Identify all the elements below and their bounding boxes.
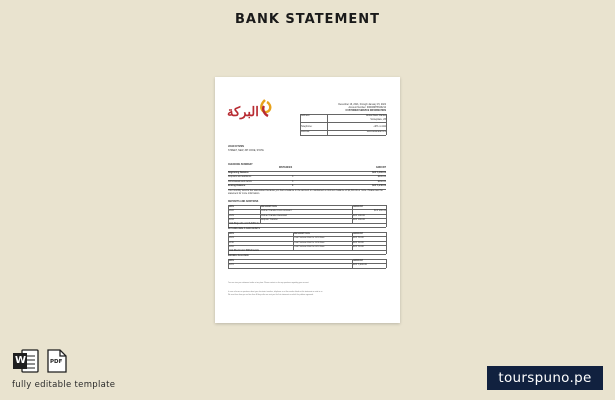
withdrawal-amount: $XP 50.00	[353, 237, 364, 239]
deposit-description: Online Transfer Received	[261, 214, 287, 217]
deposits-col-amount: AMOUNT	[353, 205, 364, 208]
fine-print: In case of errors or questions about your electronic transfers, telephone us at the number listed on this statement or write to us.	[228, 291, 323, 293]
bank-logo-text: البركة	[227, 105, 259, 120]
ending-col-date: DATE	[228, 259, 235, 262]
summary-row-instances: 6	[292, 185, 294, 187]
withdrawal-description: Card Purchase With Pin 12/24 Store	[294, 237, 325, 239]
withdrawal-amount: $XP 60.00	[353, 241, 364, 244]
ending-amount: $XP 5,240.00	[353, 264, 367, 266]
withdrawal-amount: $XP 50.00	[353, 246, 364, 248]
fine-print: You can view your statement online at any time. Please contact us for any questions regarding your account.	[228, 282, 309, 284]
ending-col-amount: AMOUNT	[353, 259, 364, 262]
deposits-total: Total Deposits and Additions	[228, 223, 260, 225]
contact-label: Telephone:	[301, 126, 313, 128]
deposits-col-description: DESCRIPTION	[261, 205, 277, 208]
contact-value: Someplace, ZZ	[370, 118, 386, 121]
customer-service-title: CUSTOMER SERVICE INFORMATION	[345, 110, 386, 112]
deposit-amount: $XP 100.00	[353, 214, 365, 217]
summary-row-instances: 3	[292, 180, 294, 183]
pdf-label: PDF	[50, 359, 63, 365]
contact-value: +971-1-1111	[373, 126, 386, 128]
withdrawal-date: 01/10	[228, 246, 234, 248]
summary-row-amount: $400.00	[377, 176, 386, 178]
contact-value: Global Bank Market	[365, 115, 386, 117]
deposit-date: 01/03	[228, 219, 234, 221]
customer-name: JOHN CITIZEN	[228, 146, 244, 148]
deposits-title: DEPOSITS AND ADDITIONS	[228, 201, 259, 203]
file-format-icons	[12, 349, 67, 373]
deposit-date: 12/29	[228, 214, 234, 217]
ending-title: ENDING BALANCE	[228, 255, 249, 257]
withdrawals-title: WITHDRAWALS AND DEBITS	[228, 228, 260, 230]
word-file-icon	[12, 349, 40, 373]
notice-text: Your monthly service fee was waived because you had a balance in the account or maintained a minimum balance of $1,500.00 or more. Please see the statement for more information.	[228, 190, 383, 195]
deposit-description: Online Transfer From Account	[261, 210, 292, 212]
withdrawal-date: 12/24	[228, 237, 234, 239]
deposit-description: Deposit Transfer	[261, 219, 278, 221]
summary-row-label: Deposits and additions	[228, 176, 252, 178]
bank-logo-icon	[258, 99, 272, 119]
statement-document	[215, 77, 400, 323]
withdrawal-date: 12/30	[228, 241, 234, 244]
summary-row-amount: $160.00	[377, 180, 386, 183]
contact-label: Address:	[301, 115, 311, 117]
deposit-amount: $XP 200.00	[374, 210, 386, 212]
summary-row-amount: $XP 5,240.00	[372, 185, 386, 187]
summary-col-instances: INSTANCES	[279, 167, 293, 169]
customer-address: STREET, NEW, ZIP CODE, STATE	[228, 150, 264, 152]
brand-badge[interactable]: tourspuno.pe	[487, 366, 603, 390]
fine-print: We must hear from you no later than 60 days after we sent you the first statement on which the problem appeared.	[228, 294, 314, 296]
deposits-col-date: DATE	[228, 205, 235, 208]
ending-date: 01/15	[228, 264, 234, 266]
summary-row-label: Ending Balance	[228, 185, 246, 187]
summary-col-amount: AMOUNT	[375, 167, 386, 169]
pdf-file-icon	[47, 349, 67, 373]
summary-row-instances: 3	[292, 176, 294, 178]
contact-label: Website:	[301, 131, 310, 133]
withdrawals-col-date: DATE	[228, 232, 235, 235]
account-number: Account Number: 000009876543212	[348, 107, 386, 109]
summary-row-amount: $XP 5,000.00	[372, 171, 386, 174]
withdrawals-col-amount: AMOUNT	[353, 232, 364, 235]
withdrawal-description: Card Purchase With Pin 12/30 Store	[294, 241, 325, 244]
summary-row-label: Withdrawals and debits	[228, 180, 252, 183]
word-label: W	[15, 355, 27, 366]
withdrawal-description: Card Purchase With Pin 01/10 Store	[294, 246, 325, 248]
summary-title: CHECKING SUMMARY	[228, 164, 253, 166]
contact-value: www.albaraka.com	[366, 131, 386, 133]
summary-row-label: Beginning Balance	[228, 171, 249, 174]
deposit-date: 12/22	[228, 210, 234, 212]
page-heading: BANK STATEMENT	[234, 12, 381, 27]
statement-period: December 16, 2021, through January 15, 2022	[338, 104, 386, 106]
editable-caption: fully editable template	[12, 380, 116, 390]
deposit-amount: $XP 100.00	[353, 219, 365, 221]
withdrawals-total: Total Electronic Withdrawals	[228, 250, 260, 252]
withdrawals-col-description: DESCRIPTION	[294, 232, 310, 235]
